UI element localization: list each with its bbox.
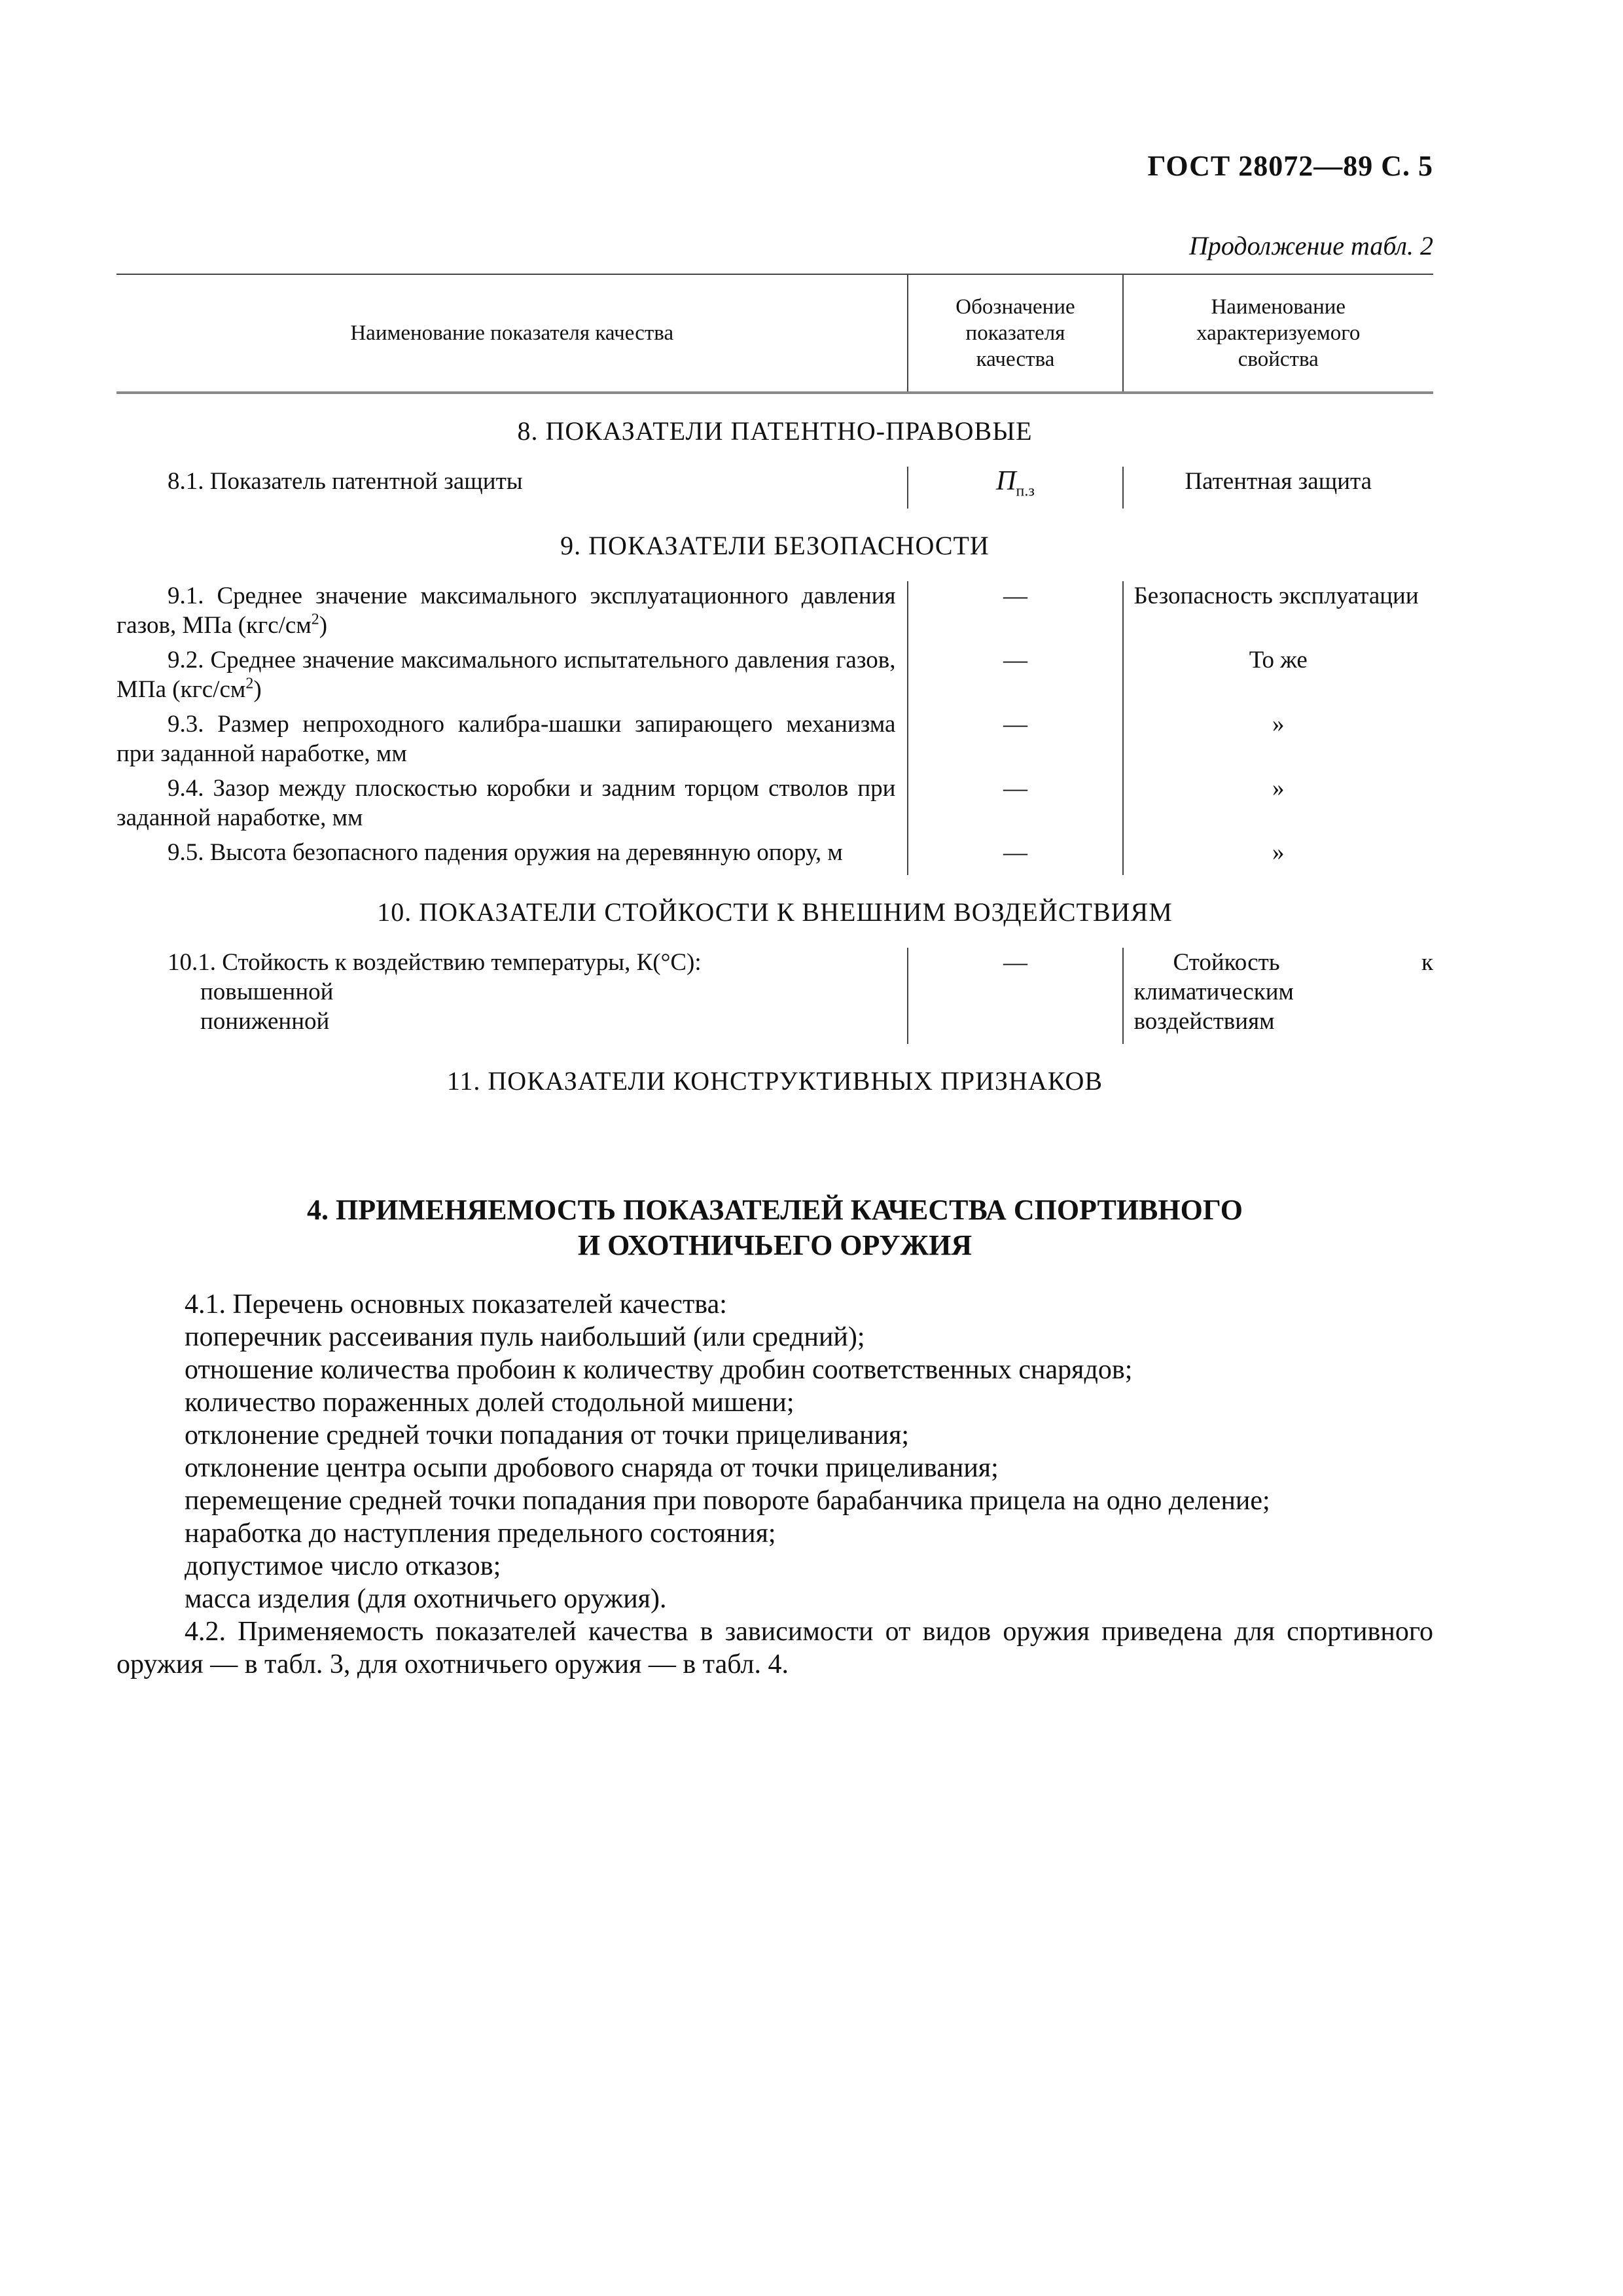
table-header-row: [116, 274, 1433, 393]
section-heading-row: [116, 1044, 1433, 1117]
indicator-subitem: повышенной: [200, 978, 334, 1006]
list-item: отклонение средней точки попадания от точки прицеливания;: [185, 1420, 910, 1450]
indicator-name: 8.1. Показатель патентной защиты: [168, 468, 523, 495]
table-row: [116, 707, 1433, 771]
chapter-heading-line: И ОХОТНИЧЬЕГО ОРУЖИЯ: [577, 1229, 972, 1261]
page-title: ГОСТ 28072—89 С. 5: [1147, 150, 1433, 182]
indicator-symbol: $П_{п.з}$: [996, 466, 1035, 500]
table-row: [116, 771, 1433, 835]
indicator-designation: —: [908, 835, 1122, 875]
chapter-heading-line: 4. ПРИМЕНЯЕМОСТЬ ПОКАЗАТЕЛЕЙ КАЧЕСТВА СПОРТИВНОГО: [307, 1194, 1243, 1226]
quality-indicators-table: [116, 274, 1433, 1117]
chapter-body: [116, 1288, 1433, 1681]
list-item: наработка до наступления предельного состояния;: [185, 1518, 776, 1549]
list-item: масса изделия (для охотничьего оружия).: [185, 1584, 667, 1614]
indicator-name: 9.3. Размер непроходного калибра-шашки запирающего механизма при заданной наработке, мм: [116, 711, 896, 768]
indicator-designation: [908, 467, 1122, 509]
section-title: 11. ПОКАЗАТЕЛИ КОНСТРУКТИВНЫХ ПРИЗНАКОВ: [446, 1066, 1103, 1096]
list-item: отношение количества пробоин к количеству дробин соответственных снарядов;: [185, 1355, 1133, 1385]
list-item: поперечник рассеивания пуль наибольший (или средний);: [185, 1322, 865, 1352]
table-row: [116, 948, 1433, 1044]
column-header-line: свойства: [1238, 348, 1319, 371]
section-heading-row: [116, 393, 1433, 467]
indicator-property: Безопасность эксплуатации: [1123, 581, 1434, 643]
list-item: перемещение средней точки попадания при повороте барабанчика прицела на одно деление;: [185, 1486, 1270, 1516]
column-header-line: Обозначение: [955, 295, 1075, 319]
list-item: допустимое число отказов;: [185, 1551, 501, 1581]
indicator-property: »: [1123, 835, 1434, 875]
indicator-property: »: [1123, 707, 1434, 771]
indicator-designation: —: [908, 948, 1122, 1044]
indicator-property: То же: [1123, 643, 1434, 707]
indicator-name: 9.5. Высота безопасного падения оружия на деревянную опору, м: [168, 839, 843, 867]
indicator-property: »: [1123, 771, 1434, 835]
indicator-property: Патентная защита: [1123, 467, 1434, 509]
section-title: 8. ПОКАЗАТЕЛИ ПАТЕНТНО-ПРАВОВЫЕ: [517, 416, 1033, 446]
list-item: отклонение центра осыпи дробового снаряда от точки прицеливания;: [185, 1453, 999, 1483]
section-title: 10. ПОКАЗАТЕЛИ СТОЙКОСТИ К ВНЕШНИМ ВОЗДЕЙСТВИЯМ: [377, 897, 1173, 927]
column-header-property: [1123, 274, 1434, 393]
column-header-line: качества: [976, 348, 1055, 371]
paragraph: 4.2. Применяемость показателей качества в зависимости от видов оружия приведена для спортивного оружия — в табл. 3, для охотничьего оружия — в табл. 4.: [116, 1617, 1433, 1679]
chapter-heading: [116, 1193, 1433, 1263]
indicator-name: 9.1. Среднее значение максимального эксплуатационного давления газов, МПа $(кгс/см^2)$: [116, 583, 896, 639]
indicator-designation: —: [908, 771, 1122, 835]
table-row: [116, 581, 1433, 643]
column-header-line: характеризуемого: [1196, 321, 1361, 345]
column-header-line: Наименование: [1211, 295, 1346, 319]
table-row: [116, 835, 1433, 875]
section-title: 9. ПОКАЗАТЕЛИ БЕЗОПАСНОСТИ: [560, 531, 990, 561]
table-row: [116, 467, 1433, 509]
table-row: [116, 643, 1433, 707]
column-header-line: показателя: [965, 321, 1065, 345]
indicator-name: 9.2. Среднее значение максимального испытательного давления газов, МПа $(кгс/см^2)$: [116, 647, 896, 704]
paragraph: 4.1. Перечень основных показателей качества:: [185, 1289, 727, 1319]
table-continuation-label: Продолжение табл. 2: [1188, 231, 1433, 260]
column-header-name: Наименование показателя качества: [116, 274, 908, 393]
section-heading-row: [116, 509, 1433, 581]
indicator-designation: —: [908, 707, 1122, 771]
indicator-subitem: пониженной: [200, 1008, 330, 1035]
section-heading-row: [116, 875, 1433, 948]
list-item: количество пораженных долей стодольной мишени;: [185, 1388, 794, 1418]
indicator-designation: —: [908, 643, 1122, 707]
indicator-name: 9.4. Зазор между плоскостью коробки и задним торцом стволов при заданной наработке, мм: [116, 775, 896, 832]
indicator-designation: —: [908, 581, 1122, 643]
indicator-property: Стойкость к климатическим воздействиям: [1123, 948, 1434, 1044]
column-header-designation: [908, 274, 1122, 393]
indicator-name: 10.1. Стойкость к воздействию температуры, К(°С): повышенной пониженной: [116, 948, 908, 1044]
